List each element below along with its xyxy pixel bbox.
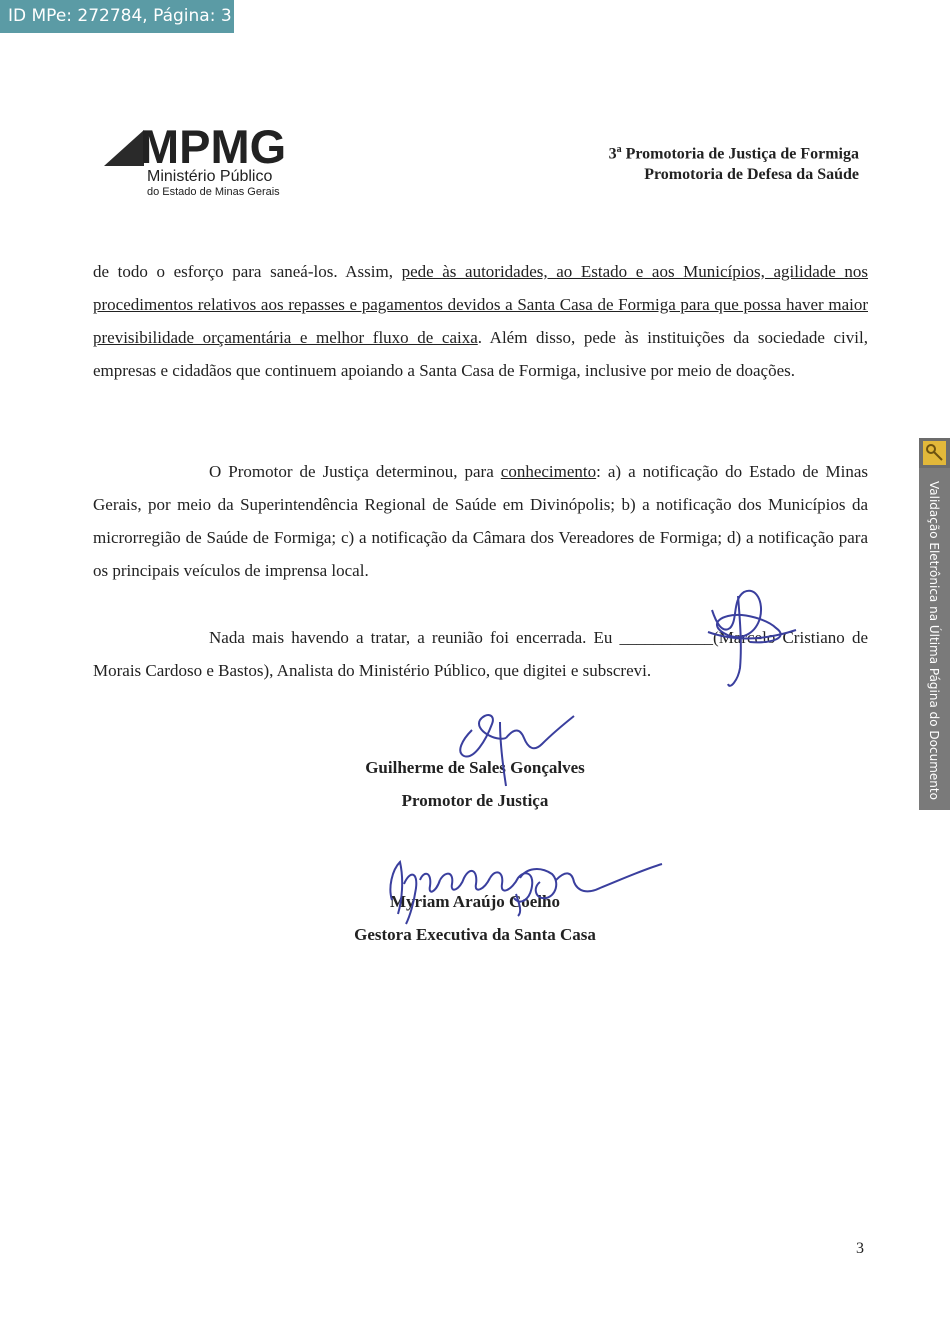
p2-text-end: : a) a notificação do Estado de Minas Gerais, por meio da Superintendência Regional de Saúde em Divinópolis; b) a notificação dos Municípios da microrregião de Saúde de Formiga; c) a notificação da Câmara dos Vereadores de Formiga; d) a notificação para os principais veículos de imprensa local. [93,462,868,580]
p1-text-end: . Além disso, pede às instituições da sociedade civil, empresas e cidadãos que continuem apoiando a Santa Casa de Formiga, inclusive por meio de doações. [93,328,868,380]
p3-text-start: Nada mais havendo a tratar, a reunião foi encerrada. Eu [209,628,620,647]
office-number: 3 [608,145,617,163]
paragraph-determinations [93,455,868,587]
mpmg-logo [100,120,310,204]
logo-subtitle-state: do Estado de Minas Gerais [147,186,280,198]
page-number: 3 [856,1240,864,1257]
signature-blank-line: ___________ [619,628,714,647]
logo-subtitle: Ministério Público [147,168,273,185]
electronic-validation-bar[interactable] [919,438,950,810]
signatory-1-name: Guilherme de Sales Gonçalves [365,758,585,777]
p3-text-end: (Marcelo Cristiano de Morais Cardoso e Bastos), Analista do Ministério Público, que digitei e subscrevi. [93,628,868,680]
signatory-2-role: Gestora Executiva da Santa Casa [354,925,596,944]
signatory-2-name: Myriam Araújo Coelho [390,892,560,911]
key-icon [919,438,950,468]
paragraph-requests [93,255,868,387]
paragraph-closing [93,621,868,687]
signatory-1-role: Promotor de Justiça [401,791,549,810]
validation-label: Validação Eletrônica na Última Página do Documento [927,481,941,800]
document-id-badge: ID MPe: 272784, Página: 3 [0,0,234,33]
office-name [609,139,859,164]
office-name-rest: Promotoria de Justiça de Formiga [621,145,859,163]
p1-underlined-request: pede às autoridades, ao Estado e aos Municípios, agilidade nos procedimentos relativos aos repasses e pagamentos devidos a Santa Casa de Formiga para que possa haver maior previsibilidade orçamentária e melhor fluxo de caixa [93,262,869,347]
office-ordinal: a [616,144,622,155]
p1-text-start: de todo o esforço para saneá-los. Assim, [93,262,402,281]
p2-underlined-word: conhecimento [500,462,597,481]
logo-acronym: MPMG [140,120,287,173]
office-department: Promotoria de Defesa da Saúde [644,166,859,184]
p2-text-start: O Promotor de Justiça determinou, para [209,462,501,481]
office-header [609,139,859,185]
